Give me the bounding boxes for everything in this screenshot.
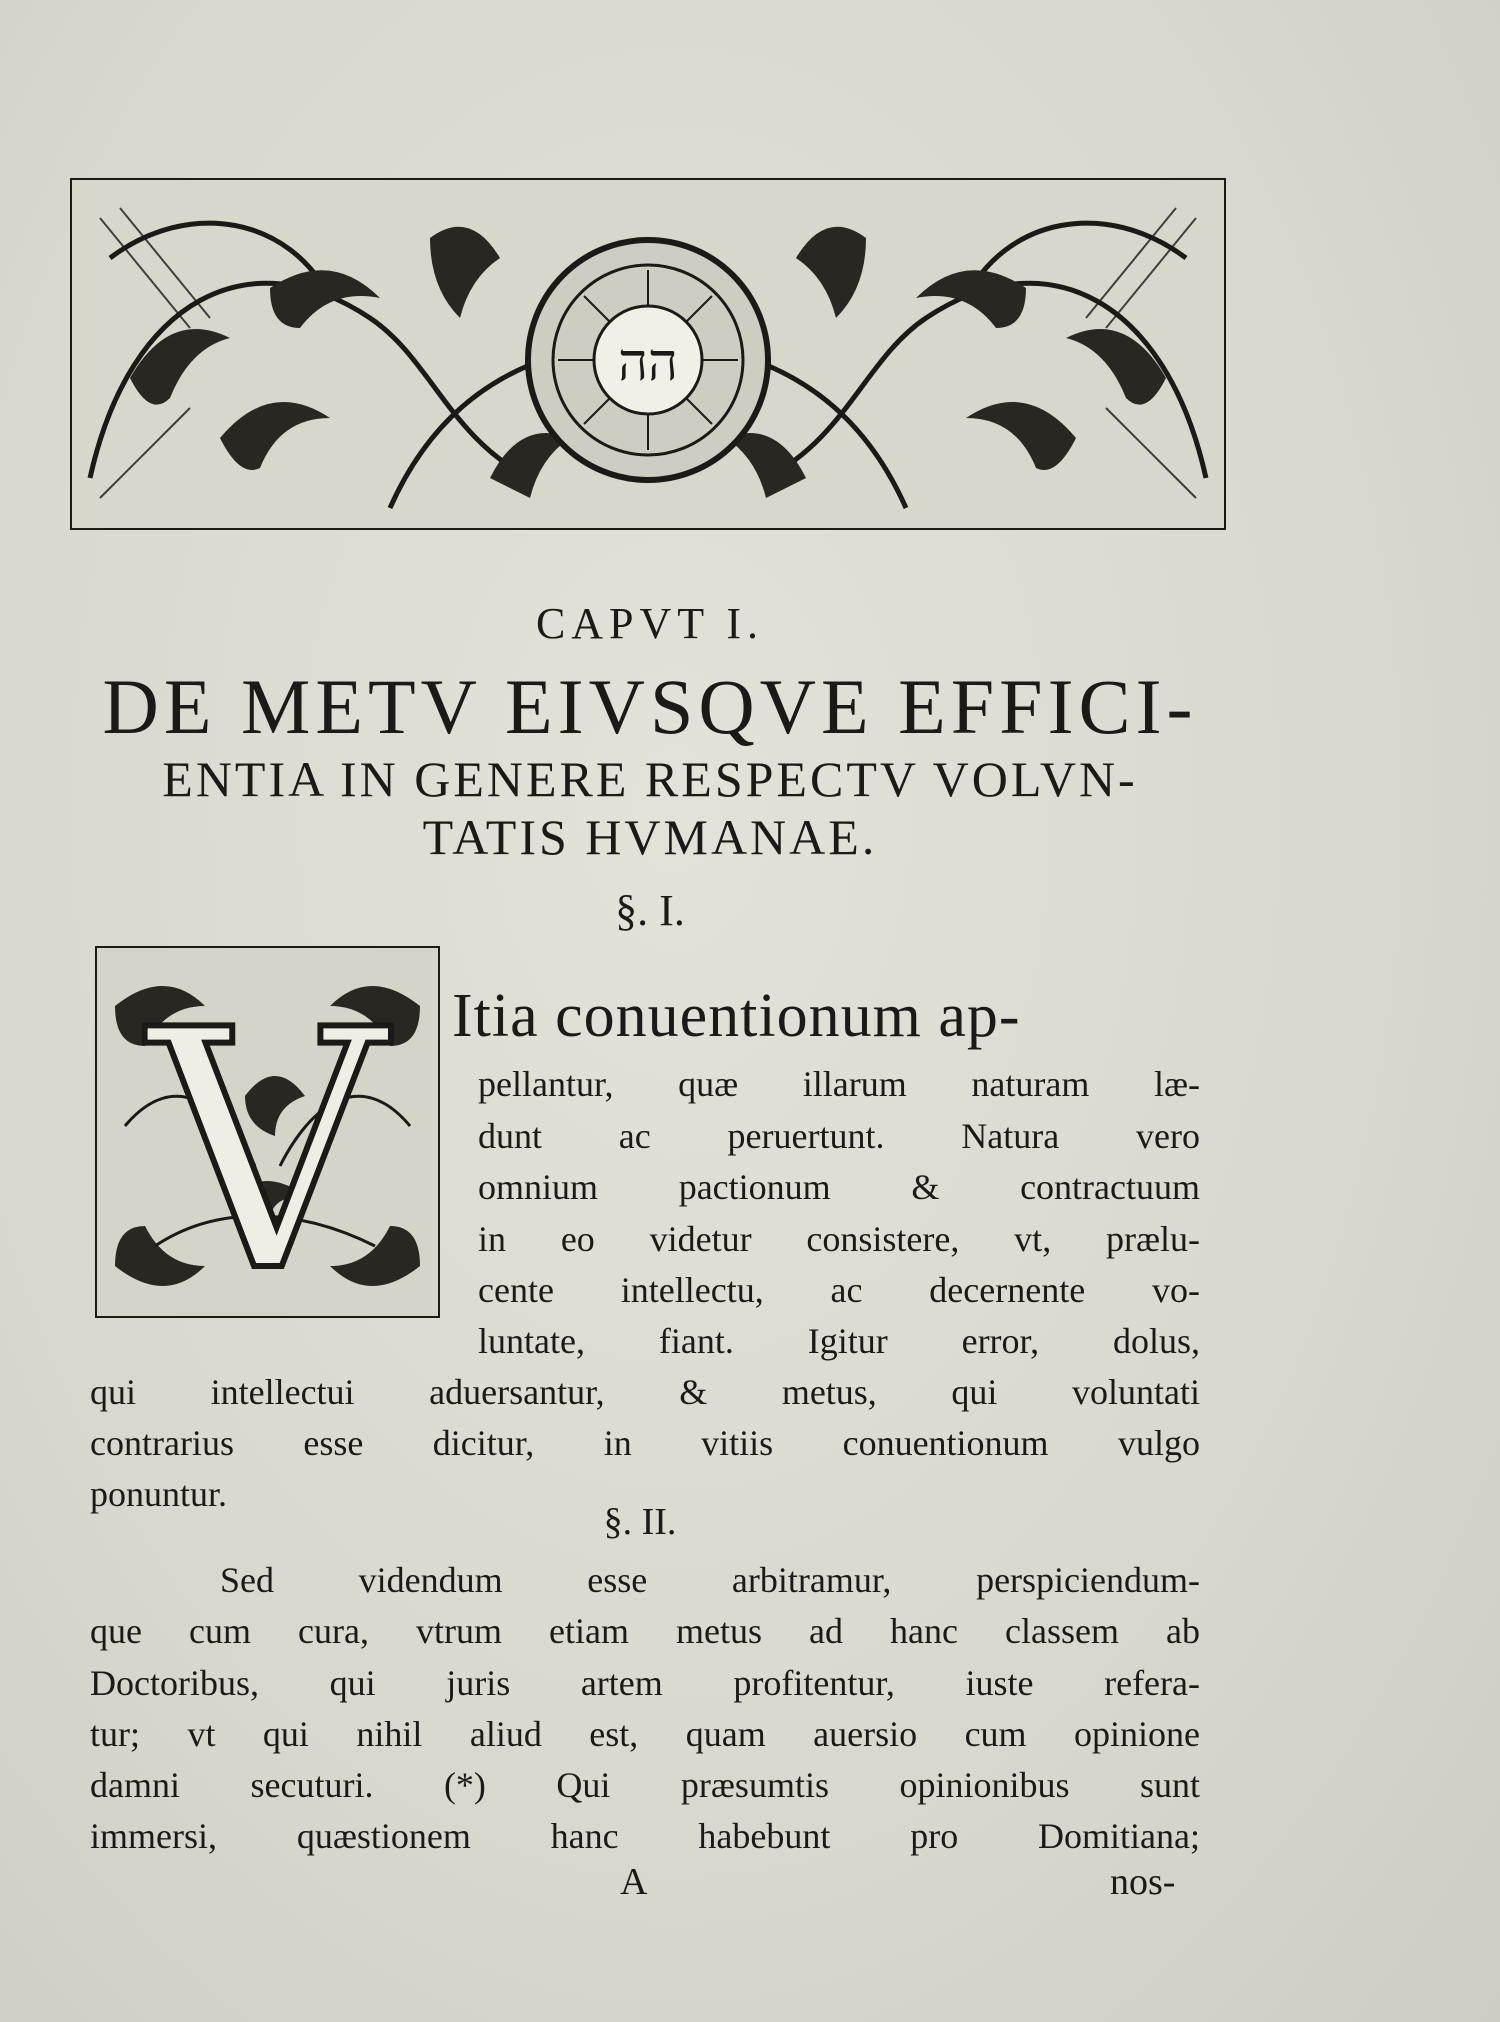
section-mark-2: §. II. xyxy=(603,1501,677,1543)
decorated-initial xyxy=(95,946,440,1318)
text-line: tur; vt qui nihil aliud est, quam auersio cum opinione xyxy=(90,1714,1200,1754)
chapter-title-line-3: TATIS HVMANAE. xyxy=(422,809,878,865)
initial-letter: V xyxy=(147,960,387,1318)
opening-line: Itia conuentionum ap- xyxy=(452,982,1021,1050)
text-line: que cum cura, vtrum etiam metus ad hanc classem ab xyxy=(90,1611,1200,1651)
text-line: pellantur, quæ illarum naturam læ- xyxy=(478,1064,1200,1104)
text-line: Sed videndum esse arbitramur, perspiciendum- xyxy=(220,1560,1200,1600)
foliage-ornament xyxy=(70,178,1226,530)
catchword: nos- xyxy=(1110,1861,1176,1903)
chapter-title-line-2: ENTIA IN GENERE RESPECTV VOLVN- xyxy=(162,751,1138,807)
text-line: dunt ac peruertunt. Natura vero xyxy=(478,1116,1200,1156)
text-line: contrarius esse dicitur, in vitiis conuentionum vulgo xyxy=(90,1423,1200,1463)
text-line: immersi, quæstionem hanc habebunt pro Domitiana; xyxy=(90,1816,1200,1856)
text-line: omnium pactionum & contractuum xyxy=(478,1167,1200,1207)
signature-mark: A xyxy=(620,1861,648,1903)
text-line: damni secuturi. (*) Qui præsumtis opinionibus sunt xyxy=(90,1765,1200,1805)
text-line: qui intellectui aduersantur, & metus, qui voluntati xyxy=(90,1372,1200,1412)
text-line: luntate, fiant. Igitur error, dolus, xyxy=(478,1321,1200,1361)
chapter-number: CAPVT I. xyxy=(535,599,765,648)
text-line: in eo videtur consistere, vt, prælu- xyxy=(478,1219,1200,1259)
text-line: cente intellectu, ac decernente vo- xyxy=(478,1270,1200,1310)
text-line: Doctoribus, qui juris artem profitentur, iuste refera- xyxy=(90,1663,1200,1703)
woodcut-headpiece xyxy=(70,178,1226,530)
foliage-initial-frame xyxy=(95,946,440,1318)
text-line: ponuntur. xyxy=(90,1474,228,1514)
chapter-title-line-1: DE METV EIVSQVE EFFICI- xyxy=(102,663,1198,750)
section-mark-1: §. I. xyxy=(615,886,685,935)
emblem-text: הה xyxy=(618,333,678,393)
